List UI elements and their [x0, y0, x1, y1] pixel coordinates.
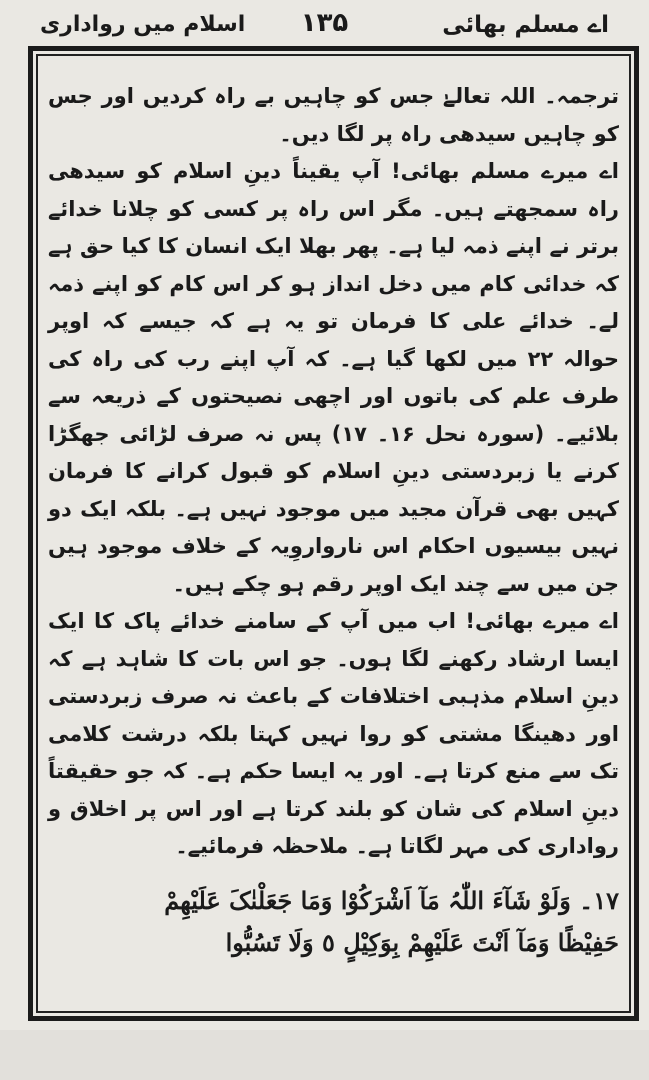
page-number: ۱۳۵ — [300, 8, 349, 38]
quran-verse — [48, 880, 619, 964]
running-title-right: اے مسلم بھائی — [442, 12, 609, 38]
paragraph-2: اے میرے مسلم بھائی! آپ یقیناً دینِ اسلام کو سیدھی راہ سمجھتے ہیں۔ مگر اس راہ پر کسی کو چلانا خدائے برتر نے اپنے ذمہ لیا ہے۔ پھر بھلا ایک انسان کا کیا حق ہے کہ خدائی کام میں دخل انداز ہو کر اس کام کو اپنے ذمہ لے۔ خدائے علی کا فرمان تو یہ ہے کہ جیسے کہ اوپر حوالہ ۲۲ میں لکھا گیا ہے۔ کہ آپ اپنے رب کی راہ کی طرف علم کی باتوں اور اچھی نصیحتوں کے ذریعہ سے بلائیے۔ (سورہ نحل ۱۶۔ ۱۷) پس نہ صرف لڑائی جھگڑا کرنے یا زبردستی دینِ اسلام کو قبول کرانے کا فرمان کہیں بھی قرآن مجید میں موجود نہیں ہے۔ بلکہ ایک دو نہیں بیسیوں احکام اس نارواروِیہ کے خلاف موجود ہیں جن میں سے چند ایک اوپر رقم ہو چکے ہیں۔ — [48, 159, 619, 596]
translation-paragraph: ترجمہ۔ اللہ تعالےٰ جس کو چاہیں بے راہ کردیں اور جس کو چاہیں سیدھی راہ پر لگا دیں۔ — [48, 84, 619, 146]
running-title-left: اسلام میں رواداری — [40, 12, 246, 37]
verse-line-2: حَفِیْظًا وَمَآ اَنْتَ عَلَیْھِمْ بِوَکِیْلٍ ٥ وَلَا تَسُبُّوا — [225, 928, 619, 957]
body-text — [48, 78, 619, 866]
verse-line-1: ۱۷۔ وَلَوْ شَآءَ اللّٰہُ مَآ اَشْرَکُوْا وَمَا جَعَلْنٰکَ عَلَیْھِمْ — [164, 886, 619, 915]
paragraph-3: اے میرے بھائی! اب میں آپ کے سامنے خدائے پاک کا ایک ایسا ارشاد رکھنے لگا ہوں۔ جو اس بات کا شاہد ہے کہ دینِ اسلام مذہبی اختلافات کے باعث نہ صرف زبردستی اور دھینگا مشتی کو روا نہیں کہتا بلکہ درشت کلامی تک سے منع کرتا ہے۔ اور یہ ایسا حکم ہے۔ کہ جو حقیقتاً دینِ اسلام کی شان کو بلند کرتا ہے اور اس پر اخلاق و رواداری کی مہر لگاتا ہے۔ ملاحظہ فرمائیے۔ — [48, 609, 619, 858]
page-bottom-margin — [0, 1030, 649, 1080]
page-header — [20, 6, 629, 46]
